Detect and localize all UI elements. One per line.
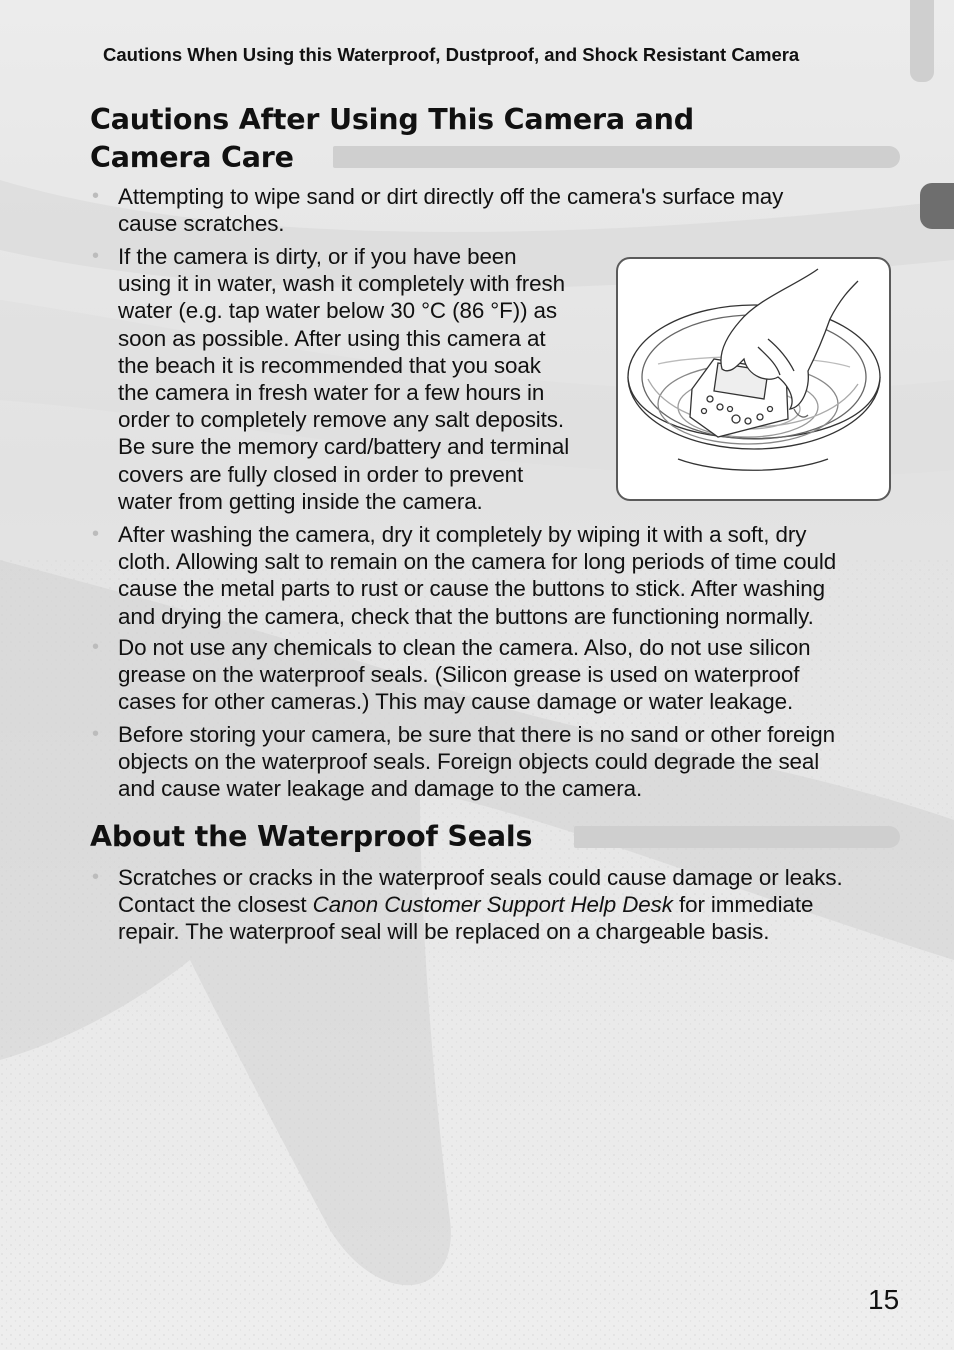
chapter-tab-top	[910, 0, 934, 82]
bullet-icon: •	[92, 245, 99, 267]
bullet-icon: •	[92, 723, 99, 745]
list-item: • Attempting to wipe sand or dirt directly off the camera's surface may cause scratches.	[92, 184, 784, 237]
section-title-bar	[333, 146, 900, 168]
section-title-line1: Cautions After Using This Camera and	[90, 103, 694, 136]
page-header: Cautions When Using this Waterproof, Dustproof, and Shock Resistant Camera	[103, 44, 800, 65]
camera-washing-illustration	[616, 257, 891, 501]
section-title-line2: Camera Care	[90, 141, 294, 174]
list-item: • After washing the camera, dry it completely by wiping it with a soft, dry cloth. Allowing salt to remain on the camera for long periods of time could cause the metal parts to rust or cause the buttons to stick. After washing and drying the camera, check that the buttons are functioning normally.	[92, 522, 837, 629]
bullet-icon: •	[92, 523, 99, 545]
bullet-icon: •	[92, 185, 99, 207]
page-number: 15	[868, 1284, 900, 1315]
bullet-icon: •	[92, 866, 99, 888]
bullet-icon: •	[92, 636, 99, 658]
section-title: About the Waterproof Seals	[90, 820, 533, 853]
list-item: • Before storing your camera, be sure that there is no sand or other foreign objects on the waterproof seals. Foreign objects could degrade the seal and cause water leakage and damage to the camera.	[92, 722, 835, 802]
list-item: • Do not use any chemicals to clean the camera. Also, do not use silicon grease on the waterproof seals. (Silicon grease is used on waterproof cases for other cameras.) This may cause damage or water leakage.	[92, 635, 811, 715]
list-item: • If the camera is dirty, or if you have been using it in water, wash it completely with fresh water (e.g. tap water below 30 °C (86 °F)) as soon as possible. After using this camera at the beach it is recommended that you soak the camera in fresh water for a few hours in order to completely remove any salt deposits. Be sure the memory card/battery and terminal covers are fully closed in order to prevent water from getting inside the camera.	[92, 244, 570, 514]
chapter-tab-side	[920, 183, 954, 229]
support-desk-name: Canon Customer Support Help Desk	[312, 892, 673, 918]
list-item: • Scratches or cracks in the waterproof seals could cause damage or leaks. Contact the closest Canon Customer Support Help Desk for immediate repair. The waterproof seal will be replaced on a chargeable basis.	[92, 865, 843, 945]
section-title-bar	[574, 826, 900, 848]
